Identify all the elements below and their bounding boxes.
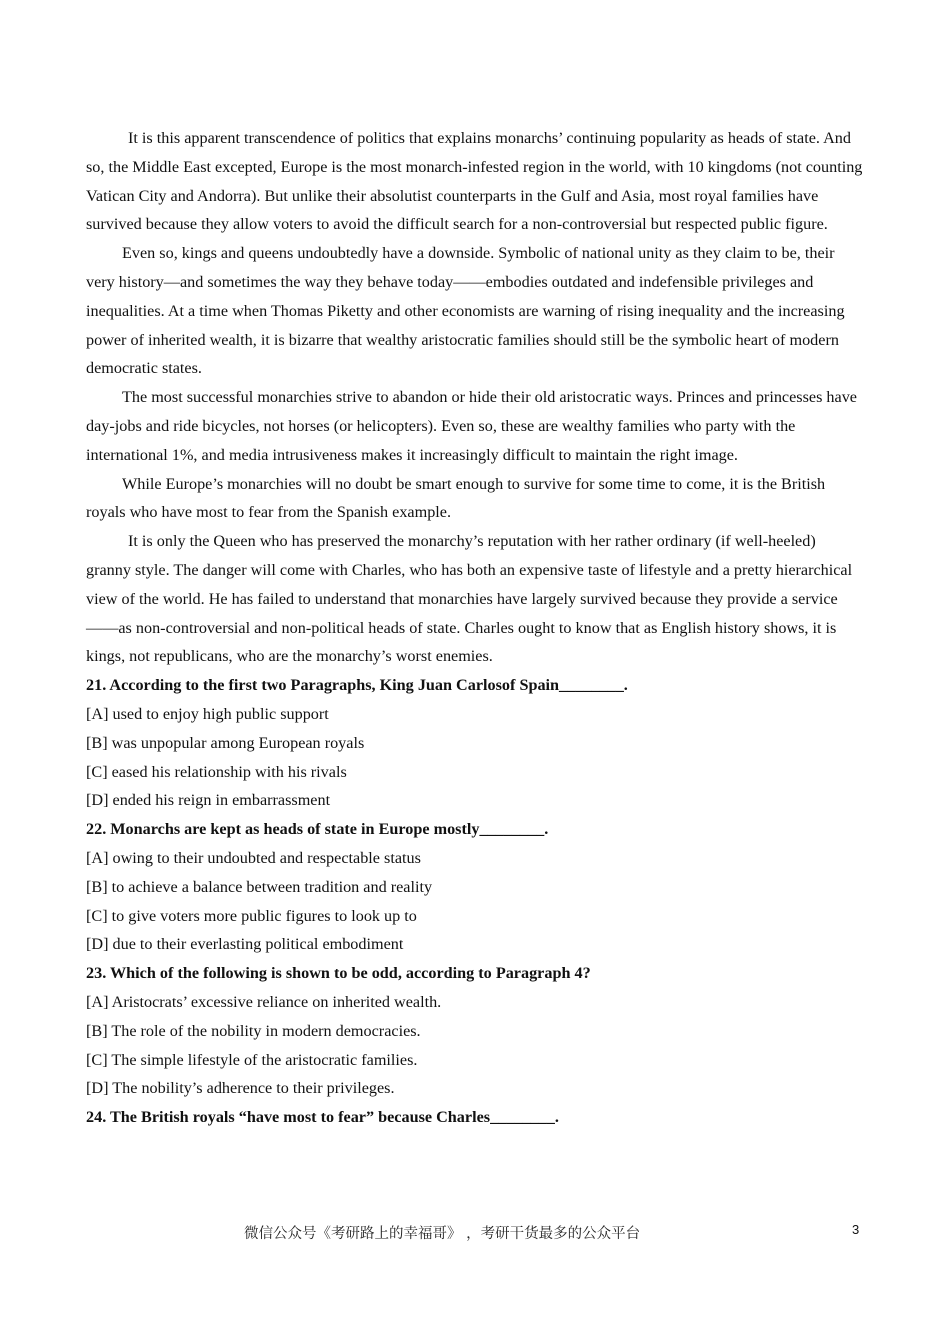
question-stem: 22. Monarchs are kept as heads of state in Europe mostly________. (86, 820, 549, 839)
paragraph: Even so, kings and queens undoubtedly have a downside. Symbolic of national unity as they claim to be, their very history—and sometimes the way they behave today——embodies outdated and indefensible privileges and inequalities. At a time when Thomas Piketty and other economists are warning of rising inequality and the increasing power of inherited wealth, it is bizarre that wealthy aristocratic families should still be the symbolic heart of modern democratic states. (86, 244, 845, 378)
page-number: 3 (852, 1222, 860, 1237)
answer-option: [B] to achieve a balance between tradition and reality (86, 877, 433, 896)
question-stem: 23. Which of the following is shown to be odd, according to Paragraph 4? (86, 964, 591, 983)
question-stem: 24. The British royals “have most to fear” because Charles________. (86, 1108, 559, 1127)
answer-option: [D] due to their everlasting political embodiment (86, 935, 404, 954)
answer-option: [C] The simple lifestyle of the aristocratic families. (86, 1050, 418, 1069)
document-body (86, 124, 864, 1132)
answer-option: [B] The role of the nobility in modern democracies. (86, 1021, 421, 1040)
answer-option: [A] Aristocrats’ excessive reliance on inherited wealth. (86, 992, 442, 1011)
paragraph: It is only the Queen who has preserved the monarchy’s reputation with her rather ordinary (if well-heeled) granny style. The danger will come with Charles, who has both an expensive taste of lifestyle and a pretty hierarchical view of the world. He has failed to understand that monarchies have largely survived because they provide a service——as non-controversial and non-political heads of state. Charles ought to know that as English history shows, it is kings, not republicans, who are the monarchy’s worst enemies. (86, 532, 853, 666)
page-footer (0, 1218, 950, 1248)
answer-option: [A] owing to their undoubted and respectable status (86, 848, 421, 867)
answer-option: [C] eased his relationship with his rivals (86, 762, 347, 781)
paragraph: The most successful monarchies strive to abandon or hide their old aristocratic ways. Princes and princesses have day-jobs and ride bicycles, not horses (or helicopters). Even so, these are wealthy families who party with the international 1%, and media intrusiveness makes it increasingly difficult to maintain the right image. (86, 388, 857, 464)
answer-option: [B] was unpopular among European royals (86, 733, 365, 752)
paragraph: While Europe’s monarchies will no doubt be smart enough to survive for some time to come, it is the British royals who have most to fear from the Spanish example. (86, 474, 826, 522)
answer-option: [D] ended his reign in embarrassment (86, 791, 331, 810)
answer-option: [C] to give voters more public figures to look up to (86, 906, 417, 925)
answer-option: [D] The nobility’s adherence to their privileges. (86, 1079, 395, 1098)
paragraph: It is this apparent transcendence of politics that explains monarchs’ continuing popularity as heads of state. And so, the Middle East excepted, Europe is the most monarch-infested region in the world, with 10 kingdoms (not counting Vatican City and Andorra). But unlike their absolutist counterparts in the Gulf and Asia, most royal families have survived because they allow voters to avoid the difficult search for a non-controversial but respected public figure. (86, 129, 863, 234)
question-stem: 21. According to the first two Paragraphs, King Juan Carlosof Spain________. (86, 676, 628, 695)
footer-text: 微信公众号《考研路上的幸福哥》 ，考研干货最多的公众平台 (244, 1226, 641, 1242)
answer-option: [A] used to enjoy high public support (86, 704, 329, 723)
